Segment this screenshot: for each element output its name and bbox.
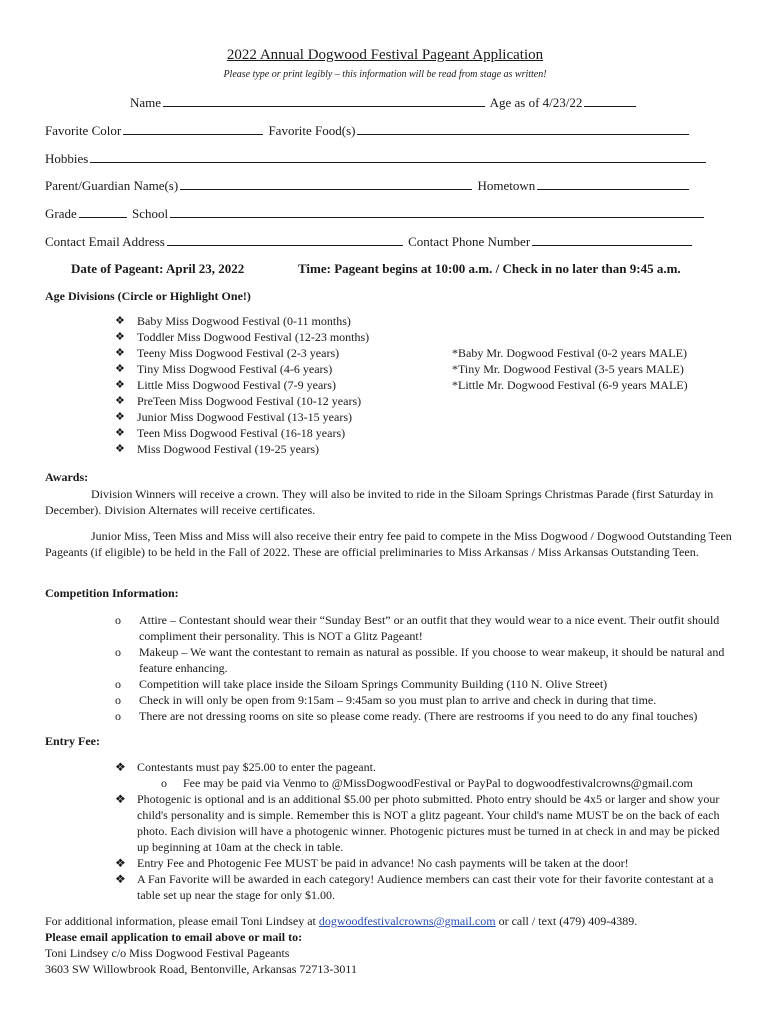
awards-heading: Awards:	[45, 470, 89, 484]
school-field[interactable]	[170, 205, 704, 218]
diamond-bullet-icon: ❖	[115, 856, 126, 870]
divisions-heading: Age Divisions (Circle or Highlight One!)	[45, 289, 251, 303]
list-item[interactable]: *Tiny Mr. Dogwood Festival (3-5 years MALE)	[452, 362, 684, 376]
list-item[interactable]: ❖ PreTeen Miss Dogwood Festival (10-12 years)	[115, 394, 362, 408]
list-item[interactable]: ❖ Little Miss Dogwood Festival (7-9 years)	[115, 378, 336, 392]
parent-label: Parent/Guardian Name(s)	[45, 178, 179, 193]
school-label: School	[132, 206, 169, 221]
circle-bullet-icon: o	[115, 693, 121, 707]
grade-field[interactable]	[79, 205, 127, 218]
entry-fee-list	[115, 759, 730, 903]
circle-bullet-icon: o	[115, 709, 121, 723]
pageant-time: Time: Pageant begins at 10:00 a.m. / Check in no later than 9:45 a.m.	[298, 261, 681, 276]
list-item[interactable]: ❖ Toddler Miss Dogwood Festival (12-23 months)	[115, 330, 370, 344]
diamond-bullet-icon: ❖	[115, 363, 125, 375]
info-line: For additional information, please email Toni Lindsey at dogwoodfestivalcrowns@gmail.com or call / text (479) 409-4389.	[45, 914, 638, 928]
entry-fee-heading: Entry Fee:	[45, 734, 100, 748]
hobbies-label: Hobbies	[45, 151, 89, 166]
favorite-food-field[interactable]	[357, 122, 689, 135]
list-item[interactable]: ❖ Tiny Miss Dogwood Festival (4-6 years)	[115, 362, 333, 376]
list-item: ❖ A Fan Favorite will be awarded in each category! Audience members can cast their vote for their favorite contestant at a table set up near the stage for only $1.00.	[115, 872, 714, 902]
hobbies-field[interactable]	[90, 150, 706, 163]
diamond-bullet-icon: ❖	[115, 760, 126, 774]
list-item[interactable]: ❖ Miss Dogwood Festival (19-25 years)	[115, 442, 319, 456]
email-field[interactable]	[167, 233, 403, 246]
address-line-1: Toni Lindsey c/o Miss Dogwood Festival Pageants	[45, 946, 290, 960]
diamond-bullet-icon: ❖	[115, 331, 125, 343]
list-item: o Competition will take place inside the Siloam Springs Community Building (110 N. Olive Street)	[115, 677, 608, 691]
list-item: ❖ Photogenic is optional and is an additional $5.00 per photo submitted. Photo entry should be 4x5 or larger and show your child's personality and is simple. Remember this is NOT a glitz pageant. Your child's name MUST be on the back of each photo. Each division will have a photogenic winner. Photogenic pictures must be turned in at check in and may be picked up beginning at 10am at the check in table.	[115, 792, 720, 854]
list-item: o Attire – Contestant should wear their “Sunday Best” or an outfit that they would wear to a nice event. Their outfit should compliment their personality. This is NOT a Glitz Pageant!	[115, 613, 720, 643]
diamond-bullet-icon: ❖	[115, 347, 125, 359]
email-link[interactable]: dogwoodfestivalcrowns@gmail.com	[318, 914, 496, 928]
list-item[interactable]: ❖ Baby Miss Dogwood Festival (0-11 months)	[115, 314, 351, 328]
list-item[interactable]: ❖ Junior Miss Dogwood Festival (13-15 years)	[115, 410, 352, 424]
grade-label: Grade	[45, 206, 77, 221]
page-subtitle: Please type or print legibly – this information will be read from stage as written!	[223, 69, 547, 80]
favorites-row	[45, 122, 691, 140]
name-field[interactable]	[163, 94, 485, 107]
mail-instruction: Please email application to email above or mail to:	[45, 930, 303, 944]
phone-label: Contact Phone Number	[408, 234, 531, 249]
awards-paragraph-1: Division Winners will receive a crown. They will also be invited to ride in the Siloam Springs Christmas Parade (first Saturday in December). Division Alternates will receive certificates.	[45, 487, 714, 517]
diamond-bullet-icon: ❖	[115, 411, 125, 423]
competition-list	[115, 612, 730, 724]
phone-field[interactable]	[532, 233, 692, 246]
diamond-bullet-icon: ❖	[115, 379, 125, 391]
favorite-color-label: Favorite Color	[45, 123, 122, 138]
list-item: o Fee may be paid via Venmo to @MissDogwoodFestival or PayPal to dogwoodfestivalcrowns@gmail.com	[161, 776, 693, 790]
circle-bullet-icon: o	[115, 613, 121, 627]
diamond-bullet-icon: ❖	[115, 427, 125, 439]
hometown-field[interactable]	[537, 177, 689, 190]
favorite-color-field[interactable]	[123, 122, 263, 135]
diamond-bullet-icon: ❖	[115, 315, 125, 327]
list-item: o Check in will only be open from 9:15am – 9:45am so you must plan to arrive and check in during that time.	[115, 693, 657, 707]
email-label: Contact Email Address	[45, 234, 165, 249]
list-item: ❖ Entry Fee and Photogenic Fee MUST be paid in advance! No cash payments will be taken at the door!	[115, 856, 629, 870]
pageant-date: Date of Pageant: April 23, 2022	[71, 261, 245, 276]
list-item: o Makeup – We want the contestant to remain as natural as possible. If you choose to wear makeup, it should be natural and feature enhancing.	[115, 645, 725, 675]
circle-bullet-icon: o	[115, 677, 121, 691]
diamond-bullet-icon: ❖	[115, 443, 125, 455]
address-line-2: 3603 SW Willowbrook Road, Bentonville, Arkansas 72713-3011	[45, 962, 357, 976]
divisions-list	[115, 314, 369, 458]
grade-row	[45, 205, 706, 223]
hobbies-row	[45, 150, 708, 168]
list-item: o There are not dressing rooms on site so please come ready. (There are restrooms if you need to do any final touches)	[115, 709, 698, 723]
contact-footer	[45, 913, 637, 977]
contact-row	[45, 233, 694, 251]
list-item[interactable]: ❖ Teeny Miss Dogwood Festival (2-3 years)	[115, 346, 340, 360]
circle-bullet-icon: o	[161, 776, 167, 790]
diamond-bullet-icon: ❖	[115, 395, 125, 407]
name-label: Name	[130, 95, 162, 110]
age-label: Age as of 4/23/22	[489, 95, 583, 110]
list-item[interactable]: ❖ Teen Miss Dogwood Festival (16-18 years)	[115, 426, 346, 440]
favorite-food-label: Favorite Food(s)	[268, 123, 356, 138]
name-row	[130, 94, 638, 112]
diamond-bullet-icon: ❖	[115, 792, 126, 806]
age-field[interactable]	[584, 94, 636, 107]
circle-bullet-icon: o	[115, 645, 121, 659]
parent-row	[45, 177, 691, 195]
page-title: 2022 Annual Dogwood Festival Pageant Application	[226, 47, 544, 63]
male-divisions-list	[452, 346, 688, 394]
list-item: ❖ Contestants must pay $25.00 to enter the pageant.	[115, 760, 376, 774]
list-item[interactable]: *Baby Mr. Dogwood Festival (0-2 years MALE)	[452, 346, 687, 360]
parent-field[interactable]	[180, 177, 472, 190]
competition-heading: Competition Information:	[45, 586, 179, 600]
list-item[interactable]: *Little Mr. Dogwood Festival (6-9 years MALE)	[452, 378, 688, 392]
awards-paragraph-2: Junior Miss, Teen Miss and Miss will also receive their entry fee paid to compete in the Miss Dogwood / Dogwood Outstanding Teen Pageants (if eligible) to be held in the Fall of 2022. These are official preliminaries to Miss Arkansas / Miss Arkansas Outstanding Teen.	[45, 529, 732, 559]
diamond-bullet-icon: ❖	[115, 872, 126, 886]
hometown-label: Hometown	[477, 178, 536, 193]
